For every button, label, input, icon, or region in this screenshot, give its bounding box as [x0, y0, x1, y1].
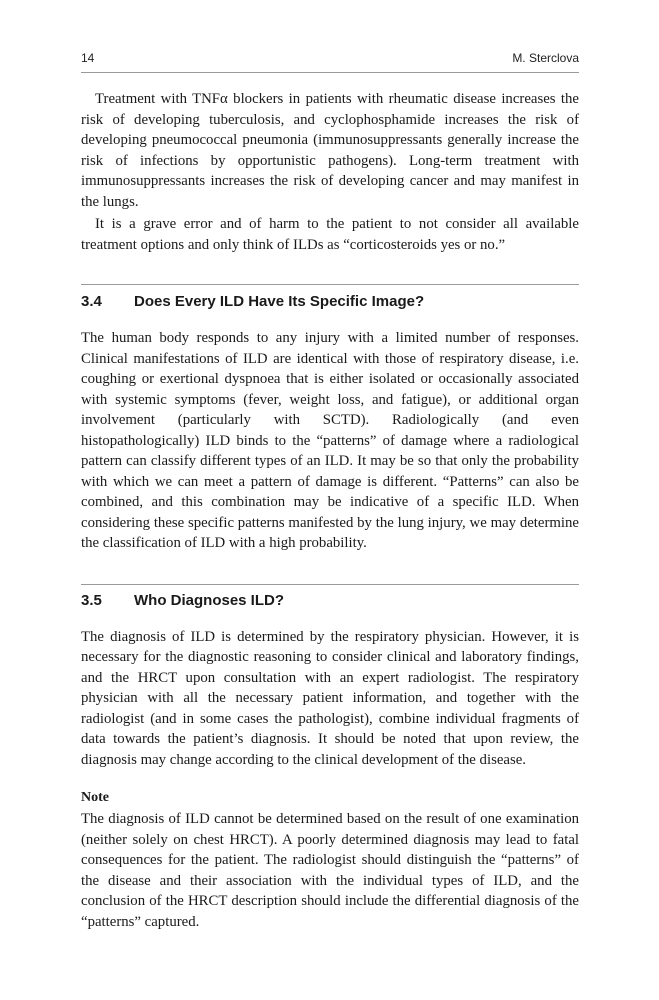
page-body [81, 89, 579, 932]
intro-paragraph-1: Treatment with TNFα blockers in patients with rheumatic disease increases the risk of developing tuberculosis, and cyclophosphamide increases the risk of developing pneumococcal pneumonia (immunosuppressants generally increase the risk of infections by opportunistic pathogens). Long-term treatment with immunosuppressants increases the risk of developing cancer and may manifest in the lungs. [81, 91, 579, 210]
page-number: 14 [81, 51, 95, 65]
section-number: 3.5 [81, 591, 102, 609]
section-heading-3-5 [81, 591, 579, 611]
section-title: Who Diagnoses ILD? [134, 591, 284, 609]
section-divider [81, 584, 579, 585]
running-header [81, 48, 579, 73]
section-number: 3.4 [81, 293, 102, 310]
note-paragraph: The diagnosis of ILD cannot be determined based on the result of one examination (neither solely on chest HRCT). A poorly determined diagnosis may lead to fatal consequences for the patient. The radiologist should distinguish the “patterns” of the disease and their association with the individual types of ILD, and the conclusion of the HRCT description should include the differential diagnosis of the “patterns” captured. [81, 811, 579, 930]
section-divider [81, 284, 579, 285]
author-running-head: M. Sterclova [512, 51, 579, 65]
section-3-4-paragraph: The human body responds to any injury with a limited number of responses. Clinical manifestations of ILD are identical with those of respiratory disease, i.e. coughing or exertional dyspnoea that is either isolated or occasionally associated with systemic symptoms (fever, weight loss, and fatigue), or additional organ involvement (particularly with SCTD). Radiologically (and even histopathologically) ILD binds to the “patterns” of damage where a radiological pattern can classify different types of an ILD. It may be so that only the probability with which we can meet a pattern of damage is different. “Patterns” can also be combined, and this combination may be indicative of a specific ILD. When considering these specific patterns manifested by the lung injury, we may determine the classification of ILD with a high probability. [81, 330, 579, 551]
section-heading-3-4 [81, 292, 579, 312]
note-label: Note [81, 790, 109, 805]
section-3-5-paragraph: The diagnosis of ILD is determined by the respiratory physician. However, it is necessary for the diagnostic reasoning to consider clinical and laboratory findings, and the HRCT upon consultation with an expert radiologist. The respiratory physician with all the necessary patient information, and together with the radiologist (and in some cases the pathologist), combine individual fragments of data towards the patient’s diagnosis. It should be noted that upon review, the diagnosis may change according to the clinical development of the disease. [81, 628, 579, 768]
section-title: Does Every ILD Have Its Specific Image? [134, 293, 425, 310]
intro-paragraph-2: It is a grave error and of harm to the patient to not consider all available treatment options and only think of ILDs as “corticosteroids yes or no.” [81, 216, 579, 253]
